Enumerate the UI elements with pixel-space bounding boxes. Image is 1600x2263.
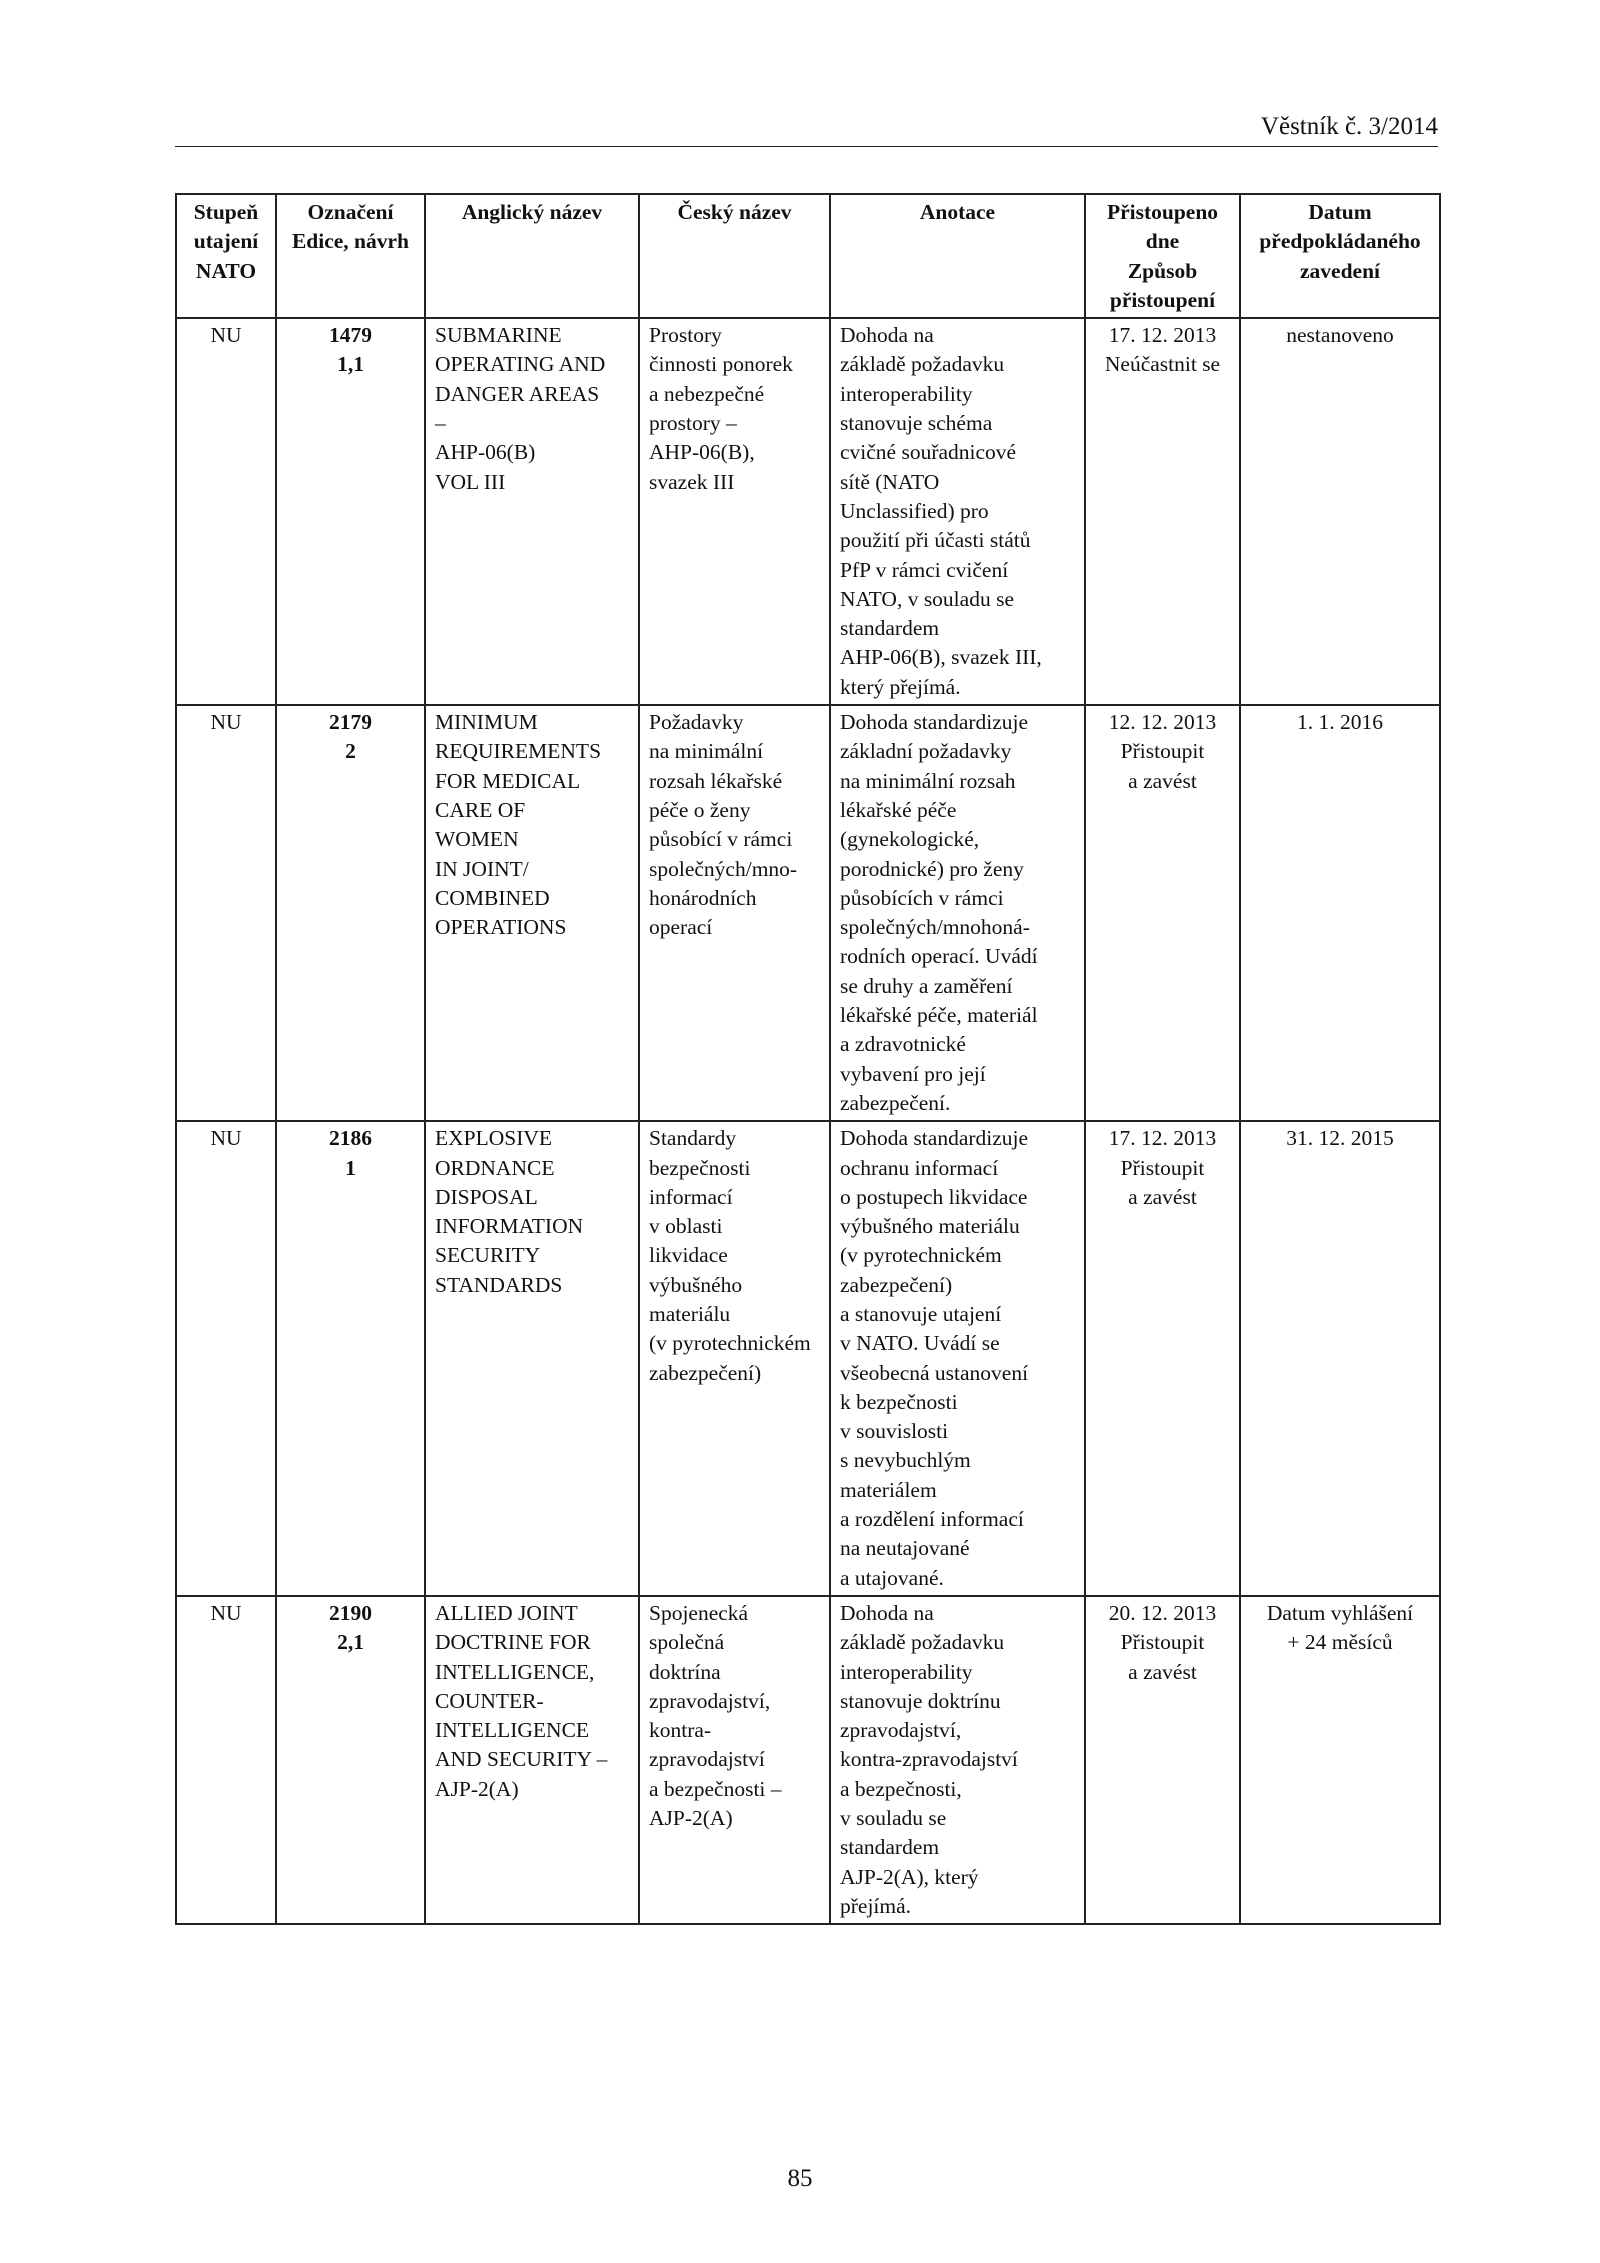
column-header-anotace: Anotace xyxy=(830,194,1085,318)
cell-line: zpravodajství xyxy=(649,1747,765,1772)
cell-line: NU xyxy=(210,710,242,735)
cell-line: který přejímá. xyxy=(840,674,961,699)
cell-line: PfP v rámci cvičení xyxy=(840,557,1009,582)
cell-line: Spojenecká xyxy=(649,1600,749,1625)
cell-line: INTELLIGENCE xyxy=(435,1718,590,1743)
table-header-row xyxy=(176,194,1440,318)
cell-line: COUNTER- xyxy=(435,1688,544,1713)
cell-line: základě požadavku xyxy=(840,1630,1005,1655)
cell-line: Datum vyhlášení xyxy=(1266,1600,1414,1625)
cell-datum xyxy=(1240,705,1440,1121)
cell-line: standardem xyxy=(840,616,940,641)
cell-line: – xyxy=(435,411,446,436)
cell-line: péče o ženy xyxy=(649,797,751,822)
cell-line: v souladu se xyxy=(840,1806,947,1831)
cell-line: OPERATIONS xyxy=(435,915,567,940)
journal-title: Věstník č. 3/2014 xyxy=(1260,113,1438,140)
cell-line: Dohoda standardizuje xyxy=(840,1126,1029,1151)
cell-stupen xyxy=(176,318,276,705)
cell-line: 1479 xyxy=(329,323,372,348)
cell-cesky-nazev xyxy=(639,1121,830,1596)
cell-anotace xyxy=(830,705,1085,1121)
cell-line: INFORMATION xyxy=(435,1214,584,1239)
cell-line: 31. 12. 2015 xyxy=(1286,1126,1394,1151)
cell-line: 2190 xyxy=(329,1600,372,1625)
cell-line: společných/mno- xyxy=(649,856,798,881)
column-header-pristoupeno: Přistoupeno dne Způsob přistoupení xyxy=(1085,194,1240,318)
cell-anglicky-nazev xyxy=(425,705,639,1121)
cell-line: 12. 12. 2013 xyxy=(1108,710,1217,735)
page-number: 85 xyxy=(787,2165,813,2192)
cell-line: FOR MEDICAL xyxy=(435,768,581,793)
cell-line: VOL III xyxy=(435,469,506,494)
cell-line: 2 xyxy=(345,739,356,764)
cell-line: Unclassified) pro xyxy=(840,498,989,523)
cell-line: AND SECURITY – xyxy=(435,1747,608,1772)
cell-line: Prostory xyxy=(649,323,722,348)
cell-line: kontra- xyxy=(649,1718,712,1743)
cell-line: operací xyxy=(649,915,713,940)
cell-line: DOCTRINE FOR xyxy=(435,1630,591,1655)
cell-cesky-nazev xyxy=(639,318,830,705)
cell-line: sítě (NATO xyxy=(840,469,940,494)
cell-anglicky-nazev xyxy=(425,1596,639,1924)
cell-line: Dohoda na xyxy=(840,1600,934,1625)
cell-line: likvidace xyxy=(649,1243,728,1268)
cell-line: Dohoda standardizuje xyxy=(840,710,1029,735)
cell-line: Dohoda na xyxy=(840,323,934,348)
cell-line: 2179 xyxy=(329,710,372,735)
cell-line: interoperability xyxy=(840,381,973,406)
cell-cesky-nazev xyxy=(639,1596,830,1924)
cell-line: v souvislosti xyxy=(840,1419,949,1444)
cell-line: AJP-2(A) xyxy=(435,1776,519,1801)
cell-line: v NATO. Uvádí se xyxy=(840,1331,1000,1356)
cell-line: NU xyxy=(210,323,242,348)
cell-line: a stanovuje utajení xyxy=(840,1301,1002,1326)
cell-anglicky-nazev xyxy=(425,318,639,705)
cell-line: zabezpečení) xyxy=(649,1360,762,1385)
cell-line: a zavést xyxy=(1128,1184,1197,1209)
cell-line: a zavést xyxy=(1128,1659,1197,1684)
cell-line: stanovuje schéma xyxy=(840,411,993,436)
cell-line: základě požadavku xyxy=(840,352,1005,377)
table-row xyxy=(176,705,1440,1121)
cell-stupen xyxy=(176,1121,276,1596)
cell-line: vybavení pro její xyxy=(840,1061,986,1086)
cell-line: společných/mnohoná- xyxy=(840,915,1030,940)
cell-line: společná xyxy=(649,1630,725,1655)
cell-line: stanovuje doktrínu xyxy=(840,1688,1001,1713)
cell-line: ALLIED JOINT xyxy=(435,1600,578,1625)
cell-line: + 24 měsíců xyxy=(1287,1630,1393,1655)
cell-pristoupeno xyxy=(1085,1121,1240,1596)
cell-line: EXPLOSIVE xyxy=(435,1126,553,1151)
cell-line: INTELLIGENCE, xyxy=(435,1659,595,1684)
cell-line: a utajované. xyxy=(840,1565,944,1590)
cell-line: OPERATING AND xyxy=(435,352,606,377)
cell-line: působících v rámci xyxy=(840,885,1004,910)
standards-table xyxy=(175,193,1441,1925)
cell-line: informací xyxy=(649,1184,733,1209)
cell-line: IN JOINT/ xyxy=(435,856,529,881)
column-header-stupen: Stupeň utajení NATO xyxy=(176,194,276,318)
cell-oznaceni xyxy=(276,1121,425,1596)
cell-line: (gynekologické, xyxy=(840,827,980,852)
cell-line: NU xyxy=(210,1600,242,1625)
cell-line: WOMEN xyxy=(435,827,519,852)
cell-line: standardem xyxy=(840,1835,940,1860)
cell-line: Přistoupit xyxy=(1120,1630,1205,1655)
cell-line: výbušného materiálu xyxy=(840,1214,1020,1239)
cell-anglicky-nazev xyxy=(425,1121,639,1596)
cell-line: v oblasti xyxy=(649,1214,723,1239)
cell-line: s nevybuchlým xyxy=(840,1448,971,1473)
cell-line: na minimální xyxy=(649,739,764,764)
cell-line: a zdravotnické xyxy=(840,1032,966,1057)
cell-anotace xyxy=(830,1121,1085,1596)
cell-line: 17. 12. 2013 xyxy=(1108,323,1217,348)
cell-line: doktrína xyxy=(649,1659,721,1684)
cell-line: zabezpečení. xyxy=(840,1090,951,1115)
cell-line: DISPOSAL xyxy=(435,1184,538,1209)
cell-line: 1. 1. 2016 xyxy=(1297,710,1383,735)
cell-line: MINIMUM xyxy=(435,710,538,735)
cell-line: Neúčastnit se xyxy=(1104,352,1221,377)
cell-line: zabezpečení) xyxy=(840,1272,953,1297)
cell-anotace xyxy=(830,318,1085,705)
cell-line: ORDNANCE xyxy=(435,1155,555,1180)
cell-line: materiálu xyxy=(649,1301,731,1326)
cell-line: interoperability xyxy=(840,1659,973,1684)
cell-line: REQUIREMENTS xyxy=(435,739,602,764)
cell-line: COMBINED xyxy=(435,885,550,910)
cell-line: materiálem xyxy=(840,1477,937,1502)
cell-line: lékařské péče, materiál xyxy=(840,1003,1038,1028)
cell-line: přejímá. xyxy=(840,1893,912,1918)
cell-line: základní požadavky xyxy=(840,739,1012,764)
cell-line: ochranu informací xyxy=(840,1155,999,1180)
cell-datum xyxy=(1240,1121,1440,1596)
cell-line: rodních operací. Uvádí xyxy=(840,944,1038,969)
column-header-anglicky-nazev: Anglický název xyxy=(425,194,639,318)
cell-datum xyxy=(1240,318,1440,705)
cell-line: bezpečnosti xyxy=(649,1155,751,1180)
cell-line: cvičné souřadnicové xyxy=(840,440,1017,465)
cell-datum xyxy=(1240,1596,1440,1924)
cell-line: Přistoupit xyxy=(1120,739,1205,764)
cell-line: nestanoveno xyxy=(1286,323,1394,348)
cell-line: (v pyrotechnickém xyxy=(840,1243,1002,1268)
cell-line: na minimální rozsah xyxy=(840,768,1016,793)
cell-line: Požadavky xyxy=(649,710,744,735)
cell-line: STANDARDS xyxy=(435,1272,563,1297)
cell-anotace xyxy=(830,1596,1085,1924)
cell-line: a zavést xyxy=(1128,768,1197,793)
cell-line: AJP-2(A), který xyxy=(840,1864,979,1889)
cell-line: se druhy a zaměření xyxy=(840,973,1013,998)
cell-line: svazek III xyxy=(649,469,735,494)
cell-line: použití při účasti států xyxy=(840,528,1031,553)
cell-line: prostory – xyxy=(649,411,737,436)
header-divider xyxy=(175,146,1438,147)
cell-line: 1,1 xyxy=(337,352,364,377)
table-row xyxy=(176,318,1440,705)
cell-line: DANGER AREAS xyxy=(435,381,600,406)
cell-oznaceni xyxy=(276,705,425,1121)
cell-line: zpravodajství, xyxy=(840,1718,962,1743)
cell-line: lékařské péče xyxy=(840,797,957,822)
cell-line: působící v rámci xyxy=(649,827,793,852)
cell-line: honárodních xyxy=(649,885,757,910)
cell-line: SECURITY xyxy=(435,1243,541,1268)
cell-line: všeobecná ustanovení xyxy=(840,1360,1029,1385)
cell-pristoupeno xyxy=(1085,705,1240,1121)
cell-line: na neutajované xyxy=(840,1536,970,1561)
cell-line: a bezpečnosti – xyxy=(649,1776,782,1801)
table-row xyxy=(176,1121,1440,1596)
column-header-datum: Datum předpokládaného zavedení xyxy=(1240,194,1440,318)
cell-line: o postupech likvidace xyxy=(840,1184,1028,1209)
cell-line: rozsah lékařské xyxy=(649,768,783,793)
column-header-oznaceni: Označení Edice, návrh xyxy=(276,194,425,318)
cell-line: Přistoupit xyxy=(1120,1155,1205,1180)
cell-line: NU xyxy=(210,1126,242,1151)
cell-pristoupeno xyxy=(1085,318,1240,705)
cell-line: 20. 12. 2013 xyxy=(1108,1600,1217,1625)
cell-line: NATO, v souladu se xyxy=(840,586,1014,611)
cell-line: kontra-zpravodajství xyxy=(840,1747,1018,1772)
cell-stupen xyxy=(176,705,276,1121)
cell-line: a bezpečnosti, xyxy=(840,1776,962,1801)
cell-line: SUBMARINE xyxy=(435,323,562,348)
cell-line: AHP-06(B), svazek III, xyxy=(840,645,1042,670)
cell-line: Standardy xyxy=(649,1126,737,1151)
cell-oznaceni xyxy=(276,1596,425,1924)
cell-line: výbušného xyxy=(649,1272,743,1297)
cell-cesky-nazev xyxy=(639,705,830,1121)
cell-line: (v pyrotechnickém xyxy=(649,1331,811,1356)
cell-line: a rozdělení informací xyxy=(840,1507,1024,1532)
table-row xyxy=(176,1596,1440,1924)
cell-line: 2,1 xyxy=(337,1630,364,1655)
cell-line: 1 xyxy=(345,1155,356,1180)
cell-line: zpravodajství, xyxy=(649,1688,771,1713)
cell-pristoupeno xyxy=(1085,1596,1240,1924)
cell-line: AJP-2(A) xyxy=(649,1806,733,1831)
column-header-cesky-nazev: Český název xyxy=(639,194,830,318)
cell-line: 2186 xyxy=(329,1126,372,1151)
cell-line: k bezpečnosti xyxy=(840,1389,958,1414)
cell-line: porodnické) pro ženy xyxy=(840,856,1024,881)
cell-line: 17. 12. 2013 xyxy=(1108,1126,1217,1151)
cell-line: AHP-06(B) xyxy=(435,440,536,465)
cell-stupen xyxy=(176,1596,276,1924)
cell-oznaceni xyxy=(276,318,425,705)
cell-line: a nebezpečné xyxy=(649,381,765,406)
cell-line: AHP-06(B), xyxy=(649,440,755,465)
cell-line: CARE OF xyxy=(435,797,526,822)
cell-line: činnosti ponorek xyxy=(649,352,793,377)
